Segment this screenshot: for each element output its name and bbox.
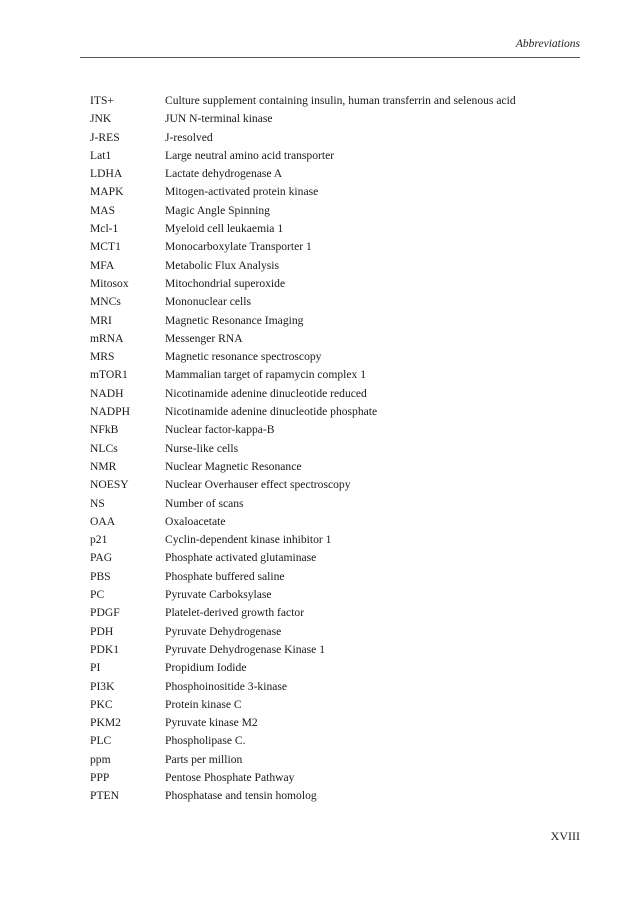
abbreviation-definition: Mammalian target of rapamycin complex 1	[165, 368, 366, 382]
abbreviation-definition: Culture supplement containing insulin, human transferrin and selenous acid	[165, 94, 516, 107]
abbreviation-row	[90, 366, 580, 384]
abbreviation-definition: Magnetic resonance spectroscopy	[165, 350, 322, 364]
abbreviation-row	[90, 696, 580, 714]
abbreviation-definition: Pyruvate Dehydrogenase	[165, 624, 282, 638]
abbreviation-row	[90, 257, 580, 275]
abbreviation-term: NFkB	[90, 423, 119, 437]
abbreviation-term: PDH	[90, 624, 114, 638]
abbreviation-row	[90, 513, 580, 531]
abbreviation-definition: Mitogen-activated protein kinase	[165, 185, 319, 199]
abbreviation-definition: Propidium Iodide	[165, 661, 247, 675]
abbreviation-definition: Nuclear Magnetic Resonance	[165, 459, 302, 473]
abbreviation-term: NLCs	[90, 441, 118, 455]
abbreviation-definition: Magic Angle Spinning	[165, 203, 270, 217]
abbreviation-list	[90, 92, 580, 806]
abbreviation-definition: Metabolic Flux Analysis	[165, 258, 280, 272]
abbreviation-row	[90, 714, 580, 732]
running-header: Abbreviations	[515, 38, 580, 50]
abbreviation-row	[90, 568, 580, 586]
abbreviation-term: MNCs	[90, 295, 121, 309]
abbreviation-definition: Platelet-derived growth factor	[165, 606, 305, 620]
abbreviation-row	[90, 202, 580, 220]
abbreviation-row	[90, 275, 580, 293]
abbreviation-row	[90, 238, 580, 256]
abbreviation-term: PC	[90, 588, 105, 602]
abbreviation-term: Lat1	[90, 148, 112, 162]
abbreviation-definition: Nicotinamide adenine dinucleotide reduced	[165, 386, 367, 400]
abbreviation-term: ppm	[90, 752, 111, 766]
abbreviation-term: PTEN	[90, 789, 119, 803]
abbreviation-definition: Number of scans	[165, 496, 244, 510]
abbreviation-row	[90, 312, 580, 330]
abbreviation-row	[90, 293, 580, 311]
abbreviation-definition: Phosphate buffered saline	[165, 569, 285, 583]
abbreviation-term: PKC	[90, 697, 113, 711]
abbreviation-definition: Monocarboxylate Transporter 1	[165, 240, 312, 254]
header-divider	[80, 57, 580, 58]
abbreviation-row	[90, 476, 580, 494]
abbreviation-term: NS	[90, 496, 105, 510]
abbreviation-definition: JUN N-terminal kinase	[165, 112, 273, 126]
abbreviation-definition: Phosphatase and tensin homolog	[165, 789, 317, 803]
abbreviation-term: MCT1	[90, 240, 121, 254]
abbreviation-term: PI	[90, 661, 101, 675]
abbreviation-term: ITS+	[90, 94, 114, 107]
abbreviation-definition: Magnetic Resonance Imaging	[165, 313, 304, 327]
abbreviation-row	[90, 348, 580, 366]
abbreviation-definition: Nuclear Overhauser effect spectroscopy	[165, 478, 351, 492]
abbreviation-term: NMR	[90, 459, 117, 473]
abbreviation-row	[90, 641, 580, 659]
abbreviation-term: PKM2	[90, 716, 121, 730]
abbreviation-row	[90, 147, 580, 165]
abbreviation-row	[90, 623, 580, 641]
abbreviation-definition: Pentose Phosphate Pathway	[165, 770, 295, 784]
abbreviation-row	[90, 549, 580, 567]
abbreviation-row	[90, 604, 580, 622]
page-number: XVIII	[550, 829, 580, 843]
abbreviation-term: MAPK	[90, 185, 124, 199]
abbreviation-definition: Pyruvate Carboksylase	[165, 588, 272, 602]
abbreviation-term: MRI	[90, 313, 112, 327]
abbreviation-term: PLC	[90, 734, 112, 748]
abbreviation-row	[90, 458, 580, 476]
abbreviation-row	[90, 440, 580, 458]
abbreviation-row	[90, 92, 580, 110]
abbreviation-definition: Protein kinase C	[165, 697, 242, 711]
abbreviation-term: Mcl-1	[90, 222, 119, 236]
abbreviation-term: PBS	[90, 569, 111, 583]
abbreviation-term: PPP	[90, 770, 110, 784]
abbreviation-definition: Mononuclear cells	[165, 295, 251, 309]
abbreviation-row	[90, 787, 580, 805]
abbreviation-row	[90, 330, 580, 348]
abbreviation-term: PDK1	[90, 642, 119, 656]
abbreviation-row	[90, 110, 580, 128]
abbreviation-term: MAS	[90, 203, 116, 217]
abbreviation-term: NADPH	[90, 405, 130, 419]
abbreviation-term: PDGF	[90, 606, 120, 620]
abbreviation-definition: Nuclear factor-kappa-B	[165, 423, 275, 437]
abbreviation-term: p21	[90, 533, 108, 547]
abbreviation-definition: Nurse-like cells	[165, 441, 239, 455]
abbreviation-definition: Oxaloacetate	[165, 514, 226, 528]
abbreviation-term: PI3K	[90, 679, 115, 693]
abbreviation-row	[90, 220, 580, 238]
abbreviation-term: NOESY	[90, 478, 129, 492]
abbreviation-row	[90, 129, 580, 147]
abbreviation-row	[90, 165, 580, 183]
abbreviation-term: JNK	[90, 112, 112, 126]
abbreviation-definition: Myeloid cell leukaemia 1	[165, 222, 284, 236]
abbreviation-row	[90, 586, 580, 604]
abbreviation-row	[90, 183, 580, 201]
abbreviation-row	[90, 732, 580, 750]
abbreviation-row	[90, 385, 580, 403]
abbreviation-row	[90, 678, 580, 696]
abbreviation-term: PAG	[90, 551, 113, 565]
abbreviation-definition: J-resolved	[165, 130, 213, 144]
abbreviation-row	[90, 421, 580, 439]
abbreviation-term: J-RES	[90, 130, 120, 144]
abbreviation-definition: Phosphoinositide 3-kinase	[165, 679, 288, 693]
abbreviation-term: NADH	[90, 386, 124, 400]
abbreviation-definition: Phospholipase C.	[165, 734, 246, 748]
abbreviation-definition: Large neutral amino acid transporter	[165, 148, 335, 162]
abbreviation-definition: Cyclin-dependent kinase inhibitor 1	[165, 533, 332, 547]
abbreviation-definition: Pyruvate Dehydrogenase Kinase 1	[165, 642, 326, 656]
abbreviation-row	[90, 751, 580, 769]
abbreviation-definition: Pyruvate kinase M2	[165, 716, 258, 730]
abbreviation-row	[90, 403, 580, 421]
abbreviation-definition: Phosphate activated glutaminase	[165, 551, 317, 565]
abbreviation-term: OAA	[90, 514, 116, 528]
abbreviation-term: MFA	[90, 258, 115, 272]
abbreviation-term: MRS	[90, 350, 115, 364]
abbreviation-definition: Mitochondrial superoxide	[165, 276, 286, 290]
abbreviation-definition: Nicotinamide adenine dinucleotide phosphate	[165, 405, 378, 419]
abbreviation-term: Mitosox	[90, 276, 129, 290]
abbreviation-row	[90, 769, 580, 787]
abbreviation-row	[90, 495, 580, 513]
abbreviation-row	[90, 531, 580, 549]
abbreviation-definition: Parts per million	[165, 752, 243, 766]
abbreviation-term: LDHA	[90, 167, 123, 181]
abbreviation-definition: Lactate dehydrogenase A	[165, 167, 283, 181]
abbreviation-definition: Messenger RNA	[165, 331, 243, 345]
abbreviation-term: mTOR1	[90, 368, 128, 382]
abbreviation-row	[90, 659, 580, 677]
abbreviation-term: mRNA	[90, 331, 124, 345]
